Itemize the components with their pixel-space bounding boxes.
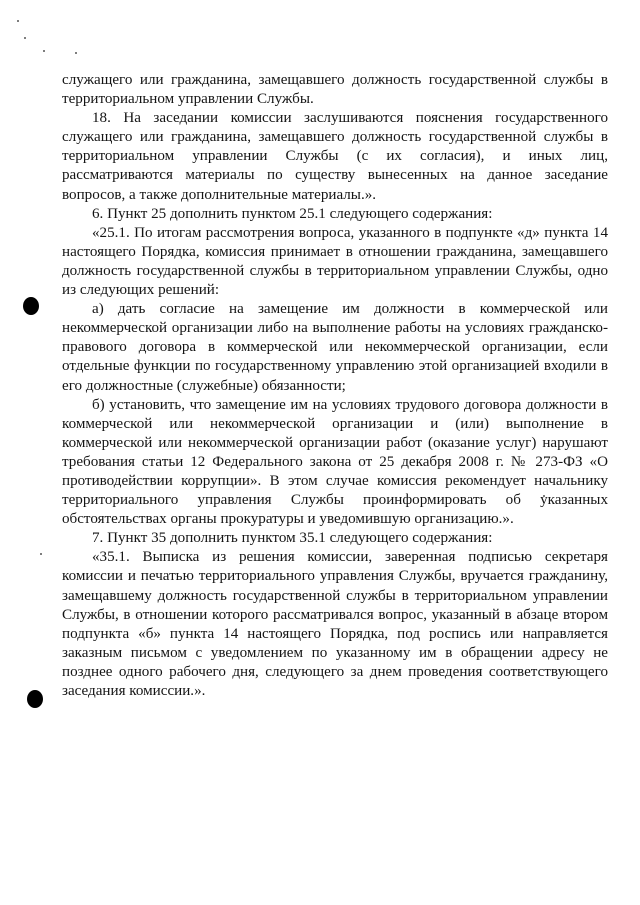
document-body: [62, 71, 608, 701]
paragraph-subitem-b: б) установить, что замещение им на условиях трудового договора должности в коммерческой или некоммерческой организации и (или) выполнение в коммерческой или некоммерческой организации работ (оказание услуг) нарушают требования статьи 12 Федерального закона от 25 декабря 2008 г. № 273-ФЗ «О противодействии коррупции». В этом случае комиссия рекомендует начальнику территориального управления Службы проинформировать об указанных обстоятельствах органы прокуратуры и уведомившую организацию.».: [62, 396, 608, 528]
paragraph-point-25-1: «25.1. По итогам рассмотрения вопроса, указанного в подпункте «д» пункта 14 настоящего Порядка, комиссия принимает в отношении гражданина, замещавшего должность государственной службы в территориальном управлении Службы, одно из следующих решений:: [62, 224, 608, 299]
paragraph-item-6: 6. Пункт 25 дополнить пунктом 25.1 следующего содержания:: [92, 205, 493, 222]
scan-speck: [17, 20, 19, 22]
punch-hole-bottom: [27, 690, 43, 708]
scan-speck: [40, 553, 42, 555]
paragraph-item-7: 7. Пункт 35 дополнить пунктом 35.1 следующего содержания:: [92, 530, 493, 547]
scan-speck: [75, 52, 77, 54]
scan-speck: [24, 37, 26, 39]
paragraph-continuation: служащего или гражданина, замещавшего должность государственной службы в территориальном управлении Службы.: [62, 72, 608, 108]
punch-hole-top: [23, 297, 39, 315]
paragraph-point-35-1: «35.1. Выписка из решения комиссии, заверенная подписью секретаря комиссии и печатью территориального управления Службы, вручается гражданину, замещавшему должность государственной службы в территориальном управлении Службы, в отношении которого рассматривался вопрос, указанный в абзаце втором подпункта «б» пункта 14 настоящего Порядка, под роспись или направляется заказным письмом с уведомлением по указанному им в обращении адресу не позднее одного рабочего дня, следующего за днем проведения соответствующего заседания комиссии.».: [62, 549, 608, 699]
paragraph-subitem-a: а) дать согласие на замещение им должности в коммерческой или некоммерческой организации либо на выполнение работы на условиях гражданско-правового договора в коммерческой или некоммерческой организации, если отдельные функции по государственному управлению этой организацией входили в его должностные (служебные) обязанности;: [62, 301, 608, 394]
scan-speck: [43, 50, 45, 52]
paragraph-item-18: 18. На заседании комиссии заслушиваются пояснения государственного служащего или гражданина, замещавшего должность государственной службы в территориальном управлении Службы (с их согласия), и иных лиц, рассматриваются материалы по существу вынесенных на данное заседание вопросов, а также дополнительные материалы.».: [62, 110, 608, 203]
